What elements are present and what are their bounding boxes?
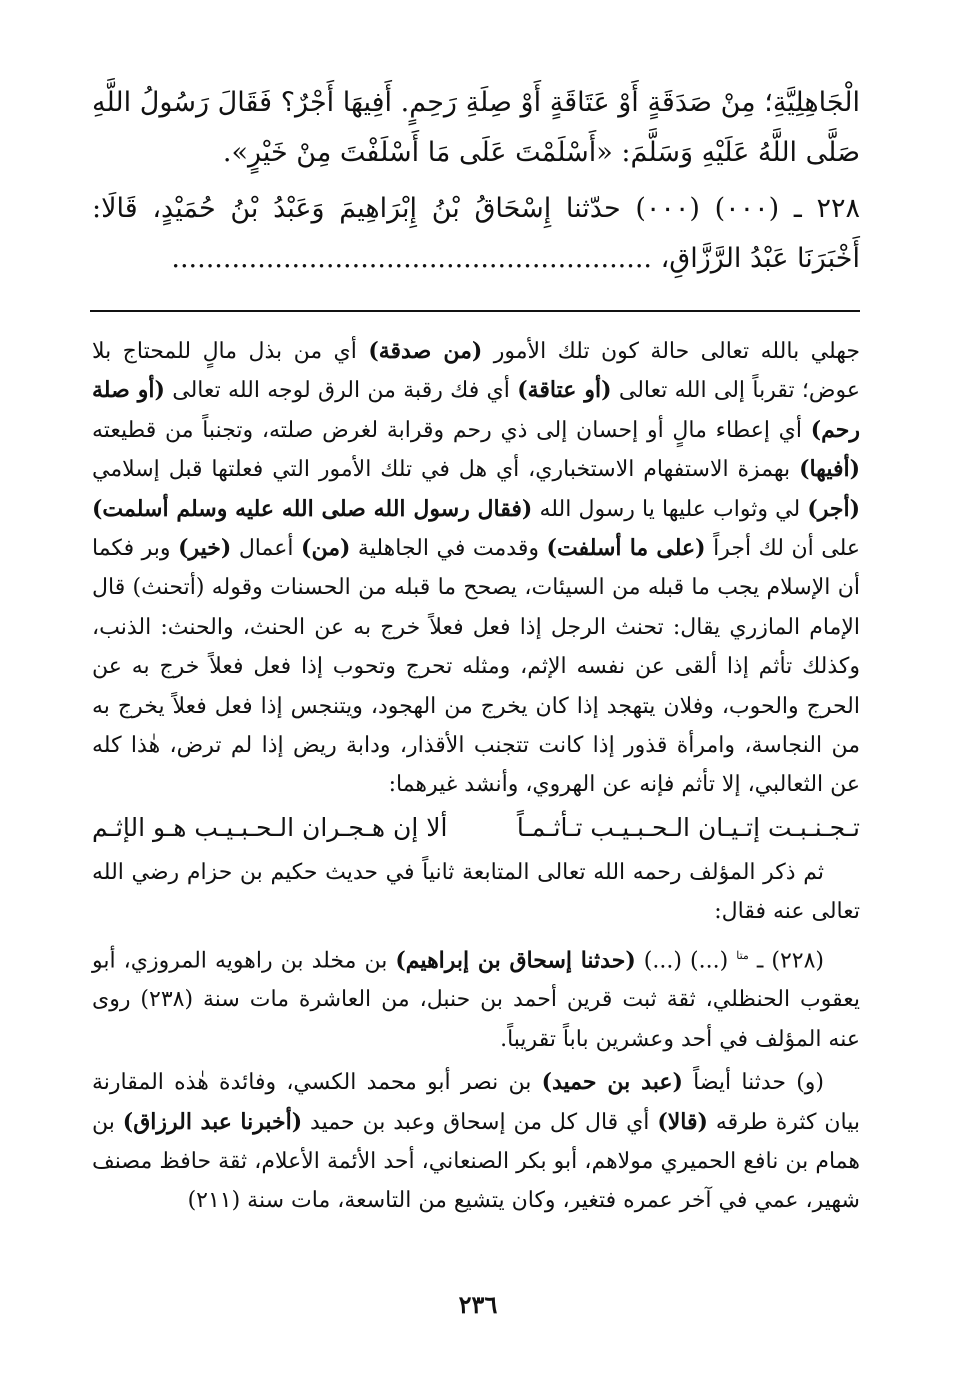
commentary-text-run: أي إعطاء مالٍ أو إحسان إلى ذي رحم وقرابة لغرض صلته، وتجنباً من قطيعته [92,417,811,443]
hadith-chain-text: ٢٢٨ ـ (٠٠٠) (٠٠٠) حدّثنا إِسْحَاقُ بْنُ إِبْرَاهِيمَ وَعَبْدُ بْنُ حُمَيْدٍ، قَالَا: أَخْبَرَنَا عَبْدُ الرَّزَّاقِ، [92,193,861,274]
commentary-text-run: (٢٢٨) ـ [748,948,824,974]
bold-quoted-term: (أجر) [807,495,860,522]
commentary-text-run: بهمزة الاستفهام الاستخباري، أي هل في تلك الأمور التي فعلتها قبل إسلامي [92,457,800,483]
commentary-text-run: وبر فكما أن الإسلام يجب ما قبله من السيئات، يصحح ما قبله من الحسنات وقوله (أتحنث) قال الإمام المازري يقال: تحنث الرجل إذا فعل فعلاً خرج به عن الحنث، والحنث: الذنب، وكذلك تأثم إذا ألقى عن نفسه الإثم، ومثله تحرج وتحوب إذا فعل فعلاً خرج به عن الحرج والحوب، وفلان يتهجد إذا كان يخرج من الهجود، ويتنجس إذا فعل فعلاً يخرج به من النجاسة، وامرأة قذور إذا كانت تتجنب الأقذار، ودابة ريض إذا لم ترض، هٰذا كله عن الثعالبي، إلا تأثم فإنه عن الهروي، وأنشد غيرهما: [92,536,860,798]
commentary-text-run: بن همام بن نافع الحميري مولاهم، أبو بكر الصنعاني، أحد الأئمة الأعلام، ثقة حافظ مصنف شهير، عمي في آخر عمره فتغير، وكان يتشيع من التاسعة، مات سنة (٢١١) [92,1109,860,1214]
commentary-paragraph [92,936,860,1060]
verse-first-hemistich: تـجـنـبـت إتـيـان الـحـبـيـب تـأثـمـاً [516,812,860,842]
poetry-verse [92,807,860,849]
commentary-paragraph: ثم ذكر المؤلف رحمه الله تعالى المتابعة ثانياً في حديث حكيم بن حزام رضي الله تعالى عنه فقال: [92,859,860,925]
commentary-text-run: أي قال كل من إسحاق وعبد بن حميد [302,1109,658,1135]
commentary-paragraph [92,332,860,805]
bold-quoted-term: (أو صلة رحم) [92,377,860,443]
commentary-text-run: لي وثواب عليها يا رسول الله [532,496,808,522]
commentary-text-run: وقدمت في الجاهلية [350,536,547,562]
commentary-text-run: بن نصر أبو محمد الكسي، وفائدة هٰذه المقارنة بيان كثرة طرقه [92,1070,860,1135]
verse-second-hemistich: ألا إن هـجـران الـحـبـيـب هـو الإثـم [92,812,448,842]
bold-quoted-term: (أو عتاقة) [517,377,612,404]
bold-quoted-term: (أخبرنا عبد الرزاق) [122,1108,303,1135]
hadith-text [92,78,860,284]
commentary-paragraph [92,1063,860,1221]
bold-quoted-term: (عبد بن حميد) [541,1069,683,1096]
commentary-text [92,332,860,1221]
bold-quoted-term: (من صدقة) [368,338,483,364]
page-number: ٢٣٦ [458,1290,498,1319]
commentary-text-run: على أن لك أجراً [705,536,860,562]
commentary-text-run: أعمال [231,536,302,562]
bold-quoted-term: (حدثنا إسحاق بن إبراهيم) [395,947,636,974]
footnote-divider [90,310,860,312]
bold-quoted-term: (فقال رسول الله صلى الله عليه وسلم أسلمت) [92,495,533,522]
commentary-text-run: جهلي بالله تعالى حالة كون تلك الأمور [482,339,860,364]
ellipsis-dots: ........................................................ [171,243,652,274]
bold-quoted-term: (خير) [178,535,232,562]
bold-quoted-term: (أفيها) [799,456,860,483]
bold-quoted-term: (قالا) [657,1108,708,1135]
hadith-chain-paragraph [92,184,860,284]
commentary-text-run: (و) حدثنا أيضاً [682,1070,825,1096]
superscript-marker: متا [736,948,749,962]
hadith-paragraph: الْجَاهِلِيَّةِ؛ مِنْ صَدَقَةٍ أَوْ عَتَاقَةٍ أَوْ صِلَةِ رَحِمٍ. أَفِيهَا أَجْرٌ؟ فَقَالَ رَسُولُ اللَّهِ صَلَّى اللَّهُ عَلَيْهِ وَسَلَّمَ: «أَسْلَمْتَ عَلَى مَا أَسْلَفْتَ مِنْ خَيْرٍ». [92,87,860,168]
commentary-text-run: بن مخلد بن راهويه المروزي، أبو يعقوب الحنظلي، ثقة ثبت قرين أحمد بن حنبل، من العاشرة مات سنة (٢٣٨) روى عنه المؤلف في أحد وعشرين باباً تقريباً. [92,948,860,1052]
commentary-text-run: أي من بذل مالٍ للمحتاج بلا عوض؛ تقرباً إلى الله تعالى [92,339,860,404]
commentary-text-run: (...) (...) [635,948,737,974]
bold-quoted-term: (على ما أسلفت) [546,535,706,562]
bold-quoted-term: (من) [301,535,351,562]
commentary-text-run: أي فك رقبة من الرق لوجه الله تعالى [164,378,518,404]
